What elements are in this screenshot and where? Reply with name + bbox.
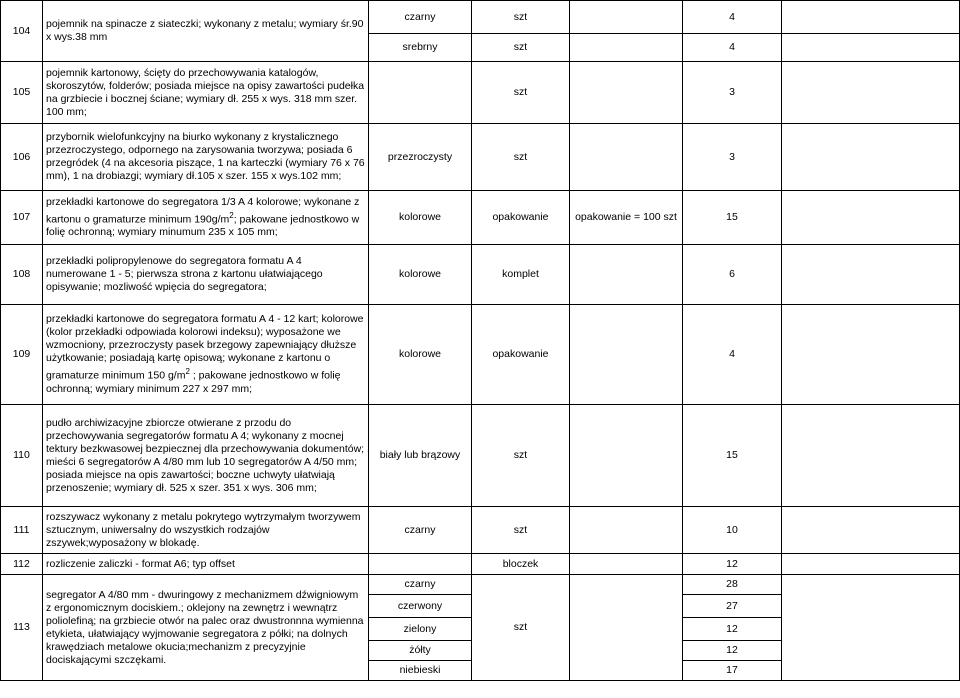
item-price [782, 62, 960, 124]
item-number: 109 [1, 305, 43, 405]
item-color: zielony [369, 618, 472, 641]
table-row [1, 575, 960, 595]
item-number: 106 [1, 124, 43, 191]
item-quantity: 12 [683, 618, 782, 641]
table-row [1, 507, 960, 554]
item-quantity: 3 [683, 62, 782, 124]
table-row [1, 305, 960, 405]
item-number: 107 [1, 191, 43, 245]
item-pack [570, 507, 683, 554]
item-description [43, 191, 369, 245]
item-pack [570, 62, 683, 124]
item-quantity: 10 [683, 507, 782, 554]
item-description-part: ; pakowane jednostkowo w folię ochronną; wymiary minimum 227 x 297 mm; [46, 369, 341, 395]
item-color: niebieski [369, 661, 472, 681]
item-price [782, 554, 960, 575]
item-price [782, 245, 960, 305]
item-quantity: 4 [683, 305, 782, 405]
table-row [1, 1, 960, 34]
item-pack [570, 124, 683, 191]
item-number: 108 [1, 245, 43, 305]
item-quantity: 12 [683, 554, 782, 575]
item-unit: szt [472, 1, 570, 34]
item-pack: opakowanie = 100 szt [570, 191, 683, 245]
item-quantity: 12 [683, 641, 782, 661]
table-row [1, 245, 960, 305]
item-unit: opakowanie [472, 191, 570, 245]
item-unit: komplet [472, 245, 570, 305]
item-pack [570, 575, 683, 681]
table-row [1, 191, 960, 245]
item-pack [570, 245, 683, 305]
item-description: segregator A 4/80 mm - dwuringowy z mechanizmem dźwigniowym z ergonomicznym dociskiem.; oklejony na zewnętrz i wewnątrz polioleﬁną; na grzbiecie otwór na palec oraz dwustronnna wymienna etykieta, ułatwiający wyjmowanie segregatora z półki; na dolnych krawędziach metalowe okucia;mechanizm z precyzyjnie dociskającymi szczękami. [43, 575, 369, 681]
item-description-sup: 2 [185, 367, 190, 377]
item-color: kolorowe [369, 245, 472, 305]
item-quantity: 3 [683, 124, 782, 191]
item-color [369, 62, 472, 124]
item-description: rozliczenie zaliczki - format A6; typ offset [43, 554, 369, 575]
item-color: czarny [369, 507, 472, 554]
item-quantity: 28 [683, 575, 782, 595]
item-color: przezroczysty [369, 124, 472, 191]
item-pack [570, 554, 683, 575]
item-quantity: 15 [683, 405, 782, 507]
item-description: przekładki polipropylenowe do segregatora formatu A 4 numerowane 1 - 5; pierwsza strona z kartonu ułatwiającego opisywanie; mozliwość wpięcia do segregatora; [43, 245, 369, 305]
item-quantity: 27 [683, 595, 782, 618]
item-pack [570, 34, 683, 62]
item-unit: szt [472, 405, 570, 507]
item-unit: szt [472, 575, 570, 681]
item-unit: szt [472, 62, 570, 124]
item-description: pojemnik na spinacze z siateczki; wykonany z metalu; wymiary śr.90 x wys.38 mm [43, 1, 369, 62]
item-description: rozszywacz wykonany z metalu pokrytego wytrzymałym tworzywem sztucznym, uniwersalny do wszystkich rodzajów zszywek;wyposażony w blokadę. [43, 507, 369, 554]
item-color [369, 554, 472, 575]
table-row [1, 405, 960, 507]
item-price [782, 191, 960, 245]
item-quantity: 15 [683, 191, 782, 245]
item-unit: bloczek [472, 554, 570, 575]
item-quantity: 6 [683, 245, 782, 305]
item-price [782, 575, 960, 681]
item-color: kolorowe [369, 191, 472, 245]
item-number: 111 [1, 507, 43, 554]
item-color: srebrny [369, 34, 472, 62]
item-number: 113 [1, 575, 43, 681]
item-unit: szt [472, 34, 570, 62]
item-unit: opakowanie [472, 305, 570, 405]
item-description: pojemnik kartonowy, ścięty do przechowywania katalogów, skoroszytów, folderów; posiada miejsce na opisy zawartości pudełka na grzbiecie i bocznej ściane; wymiary dł. 255 x wys. 318 mm szer. 100 mm; [43, 62, 369, 124]
item-description [43, 305, 369, 405]
table-row [1, 124, 960, 191]
item-color: czarny [369, 575, 472, 595]
item-pack [570, 405, 683, 507]
item-color: żółty [369, 641, 472, 661]
item-price [782, 1, 960, 34]
item-quantity: 17 [683, 661, 782, 681]
item-unit: szt [472, 507, 570, 554]
item-price [782, 405, 960, 507]
item-price [782, 124, 960, 191]
item-description: przybornik wielofunkcyjny na biurko wykonany z krystalicznego przezroczystego, odpornego na zarysowania tworzywa; posiada 6 przegródek (4 na akcesoria piszące, 1 na karteczki (wymiary 76 x 76 mm), 1 na drobiazgi; wymiary dł.105 x szer. 155 x wys.102 mm; [43, 124, 369, 191]
item-color: kolorowe [369, 305, 472, 405]
item-quantity: 4 [683, 1, 782, 34]
item-description-part: przekładki kartonowe do segregatora formatu A 4 - 12 kart; kolorowe (kolor przekładki odpowiada kolorowi indeksu); wyposażone we wzmocniony, przezroczysty pasek brzegowy zapewniający dłuższe użytkowanie; posiadają kartę opisową; wykonane z kartonu o gramaturze minimum 150 g/m [46, 313, 364, 382]
table-row [1, 62, 960, 124]
item-description-sup: 2 [229, 210, 234, 220]
item-color: czerwony [369, 595, 472, 618]
item-quantity: 4 [683, 34, 782, 62]
item-description-part: ; pakowane jednostkowo w folię ochronną; wymiary minumum 235 x 105 mm; [46, 213, 360, 239]
item-number: 112 [1, 554, 43, 575]
item-pack [570, 305, 683, 405]
item-price [782, 34, 960, 62]
item-unit: szt [472, 124, 570, 191]
table-row [1, 554, 960, 575]
item-number: 105 [1, 62, 43, 124]
item-color: czarny [369, 1, 472, 34]
item-price [782, 507, 960, 554]
item-description: pudło archiwizacyjne zbiorcze otwierane z przodu do przechowywania segregatorów formatu A 4; wykonany z mocnej tektury bezkwasowej bezpiecznej dla przechowywania dokumentów; mieści 6 segregatorów A 4/80 mm lub 10 segregatorów A 4/50 mm; posiada miejsce na opis zawartości; boczne uchwyty ułatwiają przenoszenie; wymiary dł. 525 x szer. 351 x wys. 306 mm; [43, 405, 369, 507]
item-color: biały lub brązowy [369, 405, 472, 507]
item-number: 110 [1, 405, 43, 507]
item-number: 104 [1, 1, 43, 62]
item-description-part: przekładki kartonowe do segregatora 1/3 A 4 kolorowe; wykonane z kartonu o gramaturze minimum 190g/m [46, 195, 360, 226]
item-pack [570, 1, 683, 34]
item-price [782, 305, 960, 405]
